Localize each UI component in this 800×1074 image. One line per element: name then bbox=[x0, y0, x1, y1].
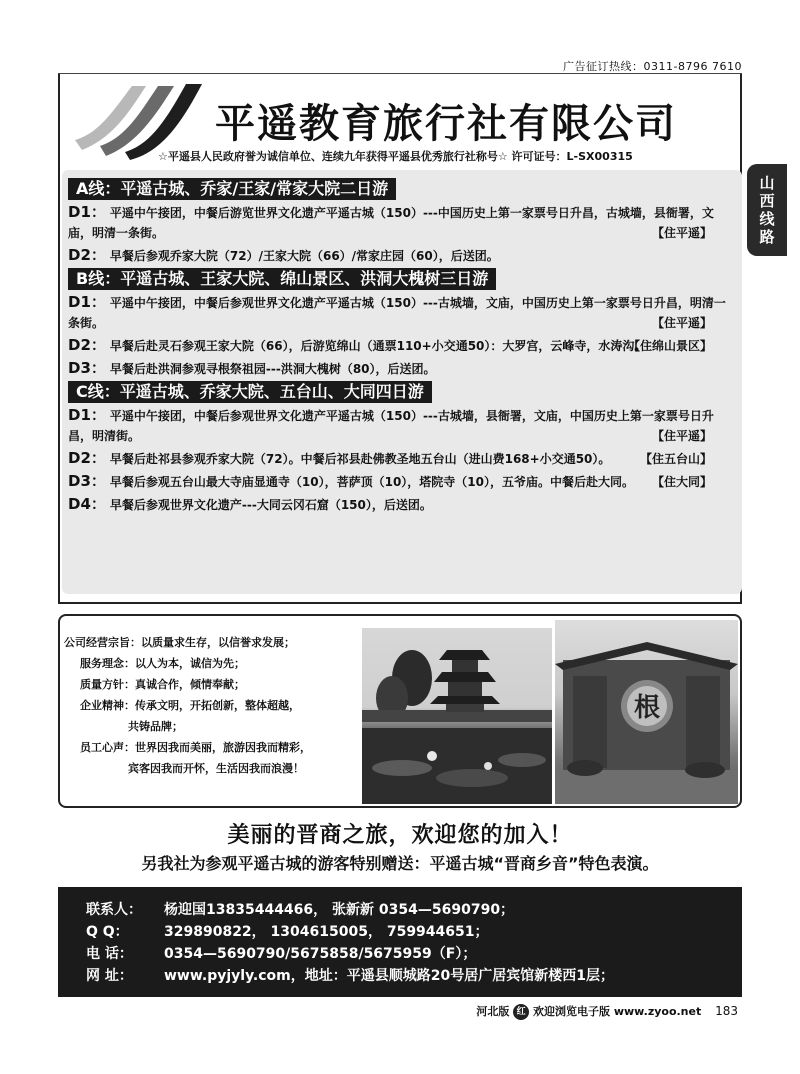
stay-note: 【住平遥】 bbox=[651, 226, 712, 240]
route-b-day3: D3： 早餐后赴洪洞参观寻根祭祖园---洪洞大槐树（80），后送团。 bbox=[68, 359, 436, 377]
contact-website: 网 址： www.pyjyly.com，地址：平遥县顺城路20号居广居宾馆新楼西1层； bbox=[86, 968, 614, 984]
pagoda-lake-photo bbox=[362, 628, 552, 804]
pagoda-icon bbox=[362, 628, 552, 804]
svg-text:根: 根 bbox=[633, 693, 661, 723]
ancestral-gate-photo bbox=[555, 620, 738, 804]
memorial-gate-icon bbox=[555, 620, 738, 804]
company-name: 平遥教育旅行社有限公司 bbox=[215, 101, 677, 147]
route-b-day1: D1： 平遥中午接团，中餐后参观世界文化遗产平遥古城（150）---古城墙，文庙，中国历史上第一家票号日升昌，明清一条街。 【住平遥】 bbox=[68, 292, 736, 333]
stay-note: 【住平遥】 bbox=[651, 316, 712, 330]
stay-note: 【住大同】 bbox=[651, 475, 712, 489]
route-a-day2: D2： 早餐后参观乔家大院（72）/王家大院（66）/常家庄园（60），后送团。 bbox=[68, 246, 499, 264]
route-b-title: B线：平遥古城、王家大院、绵山景区、洪洞大槐树三日游 bbox=[68, 268, 496, 290]
route-a-day1: D1： 平遥中午接团，中餐后游览世界文化遗产平遥古城（150）---中国历史上第一家票号日升昌，古城墙，县衙署，文庙，明清一条街。 【住平遥】 bbox=[68, 202, 736, 243]
company-philosophy: 公司经营宗旨：以质量求生存，以信誉求发展； 服务理念：以人为本，诚信为先； 质量方针：真诚合作，倾情奉献； 企业精神：传承文明，开拓创新，整体超越， 共铸品牌； 员工心声：世界因我而美丽，旅游因我而精彩， 宾客因我而开怀，生活因我而浪漫！ bbox=[64, 636, 311, 775]
stay-note: 【住绵山景区】 bbox=[627, 339, 712, 353]
route-c-day2: D2： 早餐后赴祁县参观乔家大院（72）。中餐后祁县赴佛教圣地五台山（进山费168+小交通50）。 【住五台山】 bbox=[68, 449, 712, 467]
route-a-title: A线：平遥古城、乔家/王家/常家大院二日游 bbox=[68, 178, 396, 200]
website-note: 欢迎浏览电子版 www.zyoo.net bbox=[533, 1005, 702, 1018]
stay-note: 【住平遥】 bbox=[651, 429, 712, 443]
route-b-day2: D2： 早餐后赴灵石参观王家大院（66），后游览绵山（通票110+小交通50）：大罗宫，云峰寺，水涛沟。 【住绵山景区】 bbox=[68, 336, 712, 354]
welcome-slogan: 美丽的晋商之旅，欢迎您的加入！ bbox=[227, 823, 573, 848]
contact-phone: 电 话： 0354—5690790/5675858/5675959（F）； bbox=[86, 946, 477, 962]
page-number: 183 bbox=[715, 1004, 738, 1018]
edition-label: 河北版 bbox=[476, 1005, 510, 1018]
route-c-day4: D4： 早餐后参观世界文化遗产---大同云冈石窟（150），后送团。 bbox=[68, 495, 432, 513]
contact-people: 联系人： 杨迎国13835444466， 张新新 0354—5690790； bbox=[86, 902, 515, 918]
page-footer bbox=[476, 1003, 738, 1020]
contact-panel bbox=[58, 887, 742, 997]
company-honor: ☆平遥县人民政府誉为诚信单位、连续九年获得平遥县优秀旅行社称号☆ 许可证号：L-SX00315 bbox=[158, 150, 633, 163]
stay-note: 【住五台山】 bbox=[639, 452, 712, 466]
side-tab-shanxi-routes: 山 西 线 路 bbox=[747, 164, 787, 256]
route-c-title: C线：平遥古城、乔家大院、五台山、大同四日游 bbox=[68, 381, 432, 403]
edition-badge-icon: 红 bbox=[513, 1004, 529, 1020]
gift-note: 另我社为参观平遥古城的游客特别赠送：平遥古城“晋商乡音”特色表演。 bbox=[141, 854, 659, 873]
route-c-day1: D1： 平遥中午接团，中餐后参观世界文化遗产平遥古城（150）---古城墙，县衙署，文庙，中国历史上第一家票号日升昌，明清街。 【住平遥】 bbox=[68, 405, 736, 446]
ad-hotline: 广告征订热线：0311-8796 7610 bbox=[563, 60, 742, 73]
contact-qq: Q Q： 329890822， 1304615005， 759944651； bbox=[86, 924, 489, 940]
route-c-day3: D3： 早餐后参观五台山最大寺庙显通寺（10），菩萨顶（10），塔院寺（10），五爷庙。中餐后赴大同。 【住大同】 bbox=[68, 472, 712, 490]
itinerary-box bbox=[62, 170, 742, 594]
